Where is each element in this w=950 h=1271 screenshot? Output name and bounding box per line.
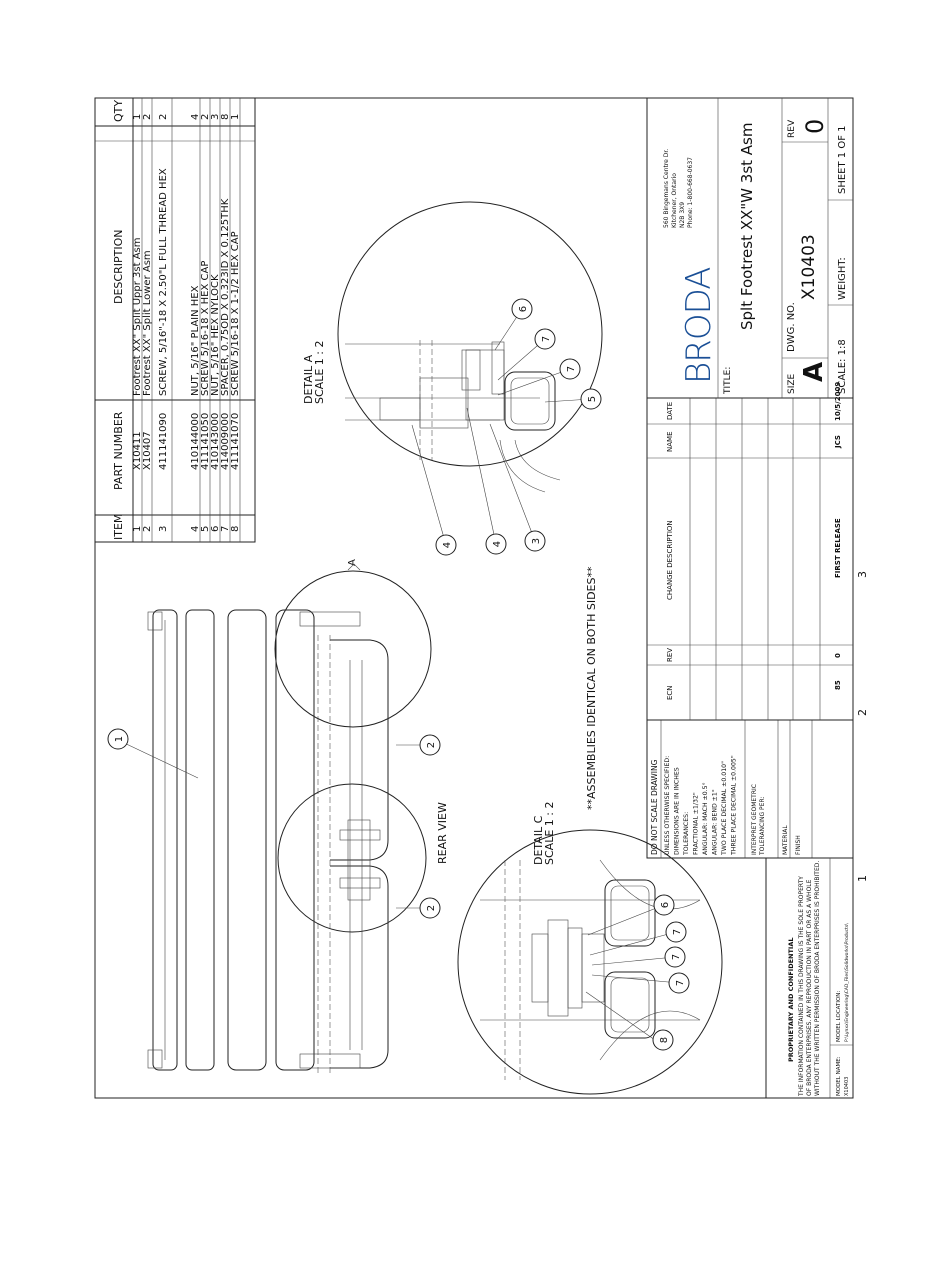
tolerance-line-8: THREE PLACE DECIMAL ±0.005" (730, 755, 738, 855)
bom-row-7-qty: 8 (220, 113, 231, 120)
bom-row-4-part: 410144000 (190, 412, 201, 470)
callout-1-label: 1 (114, 735, 125, 743)
bom-row-5-qty: 2 (200, 113, 211, 120)
rear-view-label: REAR VIEW (436, 802, 449, 864)
bom-row-3-item: 3 (158, 525, 169, 532)
detail-a-scale: SCALE 1 : 2 (313, 340, 326, 404)
sheet-value: SHEET 1 OF 1 (837, 125, 848, 194)
bom-row-1-item: 1 (132, 525, 143, 532)
model-location-label: MODEL LOCATION: (836, 990, 842, 1042)
bom-row-2-part: X10407 (142, 431, 153, 470)
bom-header-desc: DESCRIPTION (112, 229, 125, 304)
detail-a-callout-6-label: 3 (531, 537, 542, 545)
bom-row-7-part: 414009000 (220, 412, 231, 470)
tolerance-line-6: ANGULAR: BEND ±1° (711, 789, 719, 855)
title-label: TITLE: (723, 366, 733, 394)
interpret-1: INTERPRET GEOMETRIC (751, 784, 758, 855)
bom-row-8-desc: SCREW 5/16-18 X 1-1/2 HEX CAP (230, 231, 241, 396)
rev-header-ecn: ECN (666, 685, 674, 700)
detail-c-callout-4-label: 8 (659, 1036, 670, 1044)
detail-c-callout-2-label: 7 (671, 953, 682, 961)
weight-label: WEIGHT: (837, 257, 848, 300)
bom-row-1-part: X10411 (132, 431, 143, 470)
rev-date: 10/5/2009 (834, 381, 842, 421)
detail-a-callout-1-label: 7 (541, 335, 552, 343)
rev-name: JCS (834, 435, 842, 448)
detail-a-callout-4-label: 4 (442, 541, 453, 549)
bom-row-2-qty: 2 (142, 113, 153, 120)
rear-view (108, 559, 556, 1075)
bom-row-7-item: 7 (220, 525, 231, 532)
bom-row-4-desc: NUT, 5/16" PLAIN HEX (190, 285, 201, 396)
detail-c-scale: SCALE 1 : 2 (543, 801, 556, 865)
tolerance-line-2: DIMENSIONS ARE IN INCHES (673, 767, 681, 855)
tolerance-line-7: TWO PLACE DECIMAL ±0.010" (721, 761, 728, 855)
tolerance-line-1: UNLESS OTHERWISE SPECIFIED: (664, 755, 671, 855)
rev-header-date: DATE (666, 401, 674, 420)
proprietary-line-1: THE INFORMATION CONTAINED IN THIS DRAWING IS THE SOLE PROPERTY (798, 876, 805, 1096)
bom-row-6-item: 6 (210, 525, 221, 532)
scale-value: SCALE: 1:8 (837, 339, 848, 394)
broda-logo: BRODA (679, 267, 719, 384)
address-1: 560 Bingemans Centre Dr. (663, 148, 670, 228)
bom-row-4-item: 4 (190, 525, 201, 532)
zone-2: 2 (856, 709, 869, 716)
detail-c-callout-0-label: 6 (660, 901, 671, 909)
bom-row-2-item: 2 (142, 525, 153, 532)
rev-header-rev: REV (666, 647, 674, 662)
bom-row-3-desc: SCREW, 5/16"-18 X 2.50"L FULL THREAD HEX (158, 168, 169, 396)
proprietary-line-2: OF BRODA ENTERPRISES. ANY REPRODUCTION IN PART OR AS A WHOLE (806, 879, 813, 1096)
detail-a-marker: A (347, 559, 358, 566)
bom-table (95, 98, 255, 542)
bom-rows (132, 114, 241, 532)
proprietary-title: PROPRIETARY AND CONFIDENTIAL (787, 937, 795, 1062)
bom-row-8-part: 411141070 (230, 412, 241, 470)
detail-a-callout-3-label: 5 (587, 395, 598, 403)
detail-a-view (302, 202, 602, 555)
detail-c-view (458, 830, 722, 1094)
tolerance-line-3: TOLERANCES: (683, 811, 690, 855)
zone-1: 1 (856, 875, 869, 882)
bom-row-8-item: 8 (230, 525, 241, 532)
bom-row-7-desc: SPACER, 0.75OD X 0.323ID X 0.125THK (220, 198, 231, 396)
address-4: Phone: 1-800-668-0637 (687, 156, 694, 228)
detail-c-boundary (278, 784, 426, 932)
rev-change: FIRST RELEASE (834, 518, 842, 578)
rev-label: REV (787, 119, 797, 138)
detail-c-callout-1-label: 7 (672, 928, 683, 936)
detail-a-boundary (275, 571, 431, 727)
bom-row-2-desc: Footrest XX" Split Lower Asm (142, 250, 153, 396)
tolerance-line-4: FRACTIONAL ±1/32" (692, 792, 700, 855)
model-name-label: MODEL NAME: (836, 1056, 842, 1096)
detail-a-title: DETAIL A (302, 354, 315, 404)
tolerance-line-5: ANGULAR: MACH ±0.5° (702, 782, 709, 855)
bom-row-3-part: 411141090 (158, 412, 169, 470)
bom-row-3-qty: 2 (158, 113, 169, 120)
detail-a-callout-2-label: 7 (566, 365, 577, 373)
address-3: N2B 3X9 (679, 201, 686, 228)
rev-header-change: CHANGE DESCRIPTION (666, 520, 674, 600)
zone-labels (856, 571, 869, 882)
do-not-scale: DO NOT SCALE DRAWING (650, 759, 659, 855)
proprietary-block (766, 858, 853, 1098)
bom-row-5-item: 5 (200, 525, 211, 532)
bom-row-6-desc: NUT, 5/16" HEX NYLOCK (210, 274, 221, 396)
drawing-title: Splt Footrest XX"W 3st Asm (738, 122, 756, 330)
callout-2a-label: 2 (426, 741, 437, 749)
size-value: A (799, 361, 829, 382)
detail-c-callout-3-label: 7 (675, 979, 686, 987)
bom-row-5-part: 411141050 (200, 412, 211, 470)
bom-row-8-qty: 1 (230, 113, 241, 120)
note-identical-sides: **ASSEMBLIES IDENTICAL ON BOTH SIDES** (585, 566, 598, 810)
address-2: Kitchener, Ontario (671, 173, 678, 228)
model-location: P:\Lynxx\Engineering\CAD_Files\Solidworks\Products\ (845, 923, 850, 1042)
bom-row-5-desc: SCREW 5/16-18 X HEX CAP (200, 260, 211, 396)
callout-2b-label: 2 (426, 904, 437, 912)
material-label: MATERIAL (782, 825, 789, 855)
bom-row-1-qty: 1 (132, 113, 143, 120)
bom-header-qty: QTY (112, 99, 125, 122)
bom-row-6-part: 410143000 (210, 412, 221, 470)
bom-header-part: PART NUMBER (112, 411, 125, 490)
revision-table (647, 382, 853, 720)
interpret-2: TOLERANCING PER: (759, 796, 766, 855)
rev-value: 0 (801, 118, 829, 134)
bom-row-1-desc: Footrest XX" Split Uppr 3st Asm (132, 237, 143, 396)
finish-label: FINISH (795, 835, 802, 855)
rev-header-name: NAME (666, 431, 674, 452)
dwg-no-label: DWG. NO. (786, 302, 797, 352)
size-label: SIZE (787, 373, 797, 394)
tolerance-block (647, 720, 853, 858)
model-name: X10403 (844, 1076, 850, 1096)
detail-c-title: DETAIL C (532, 815, 545, 865)
bom-row-4-qty: 4 (190, 113, 201, 120)
bom-header-item: ITEM (112, 513, 125, 540)
detail-a-callout-0-label: 6 (518, 305, 529, 313)
bom-row-6-qty: 3 (210, 113, 221, 120)
proprietary-line-3: WITHOUT THE WRITTEN PERMISSION OF BRODA ENTERPRISES IS PROHIBITED. (814, 860, 821, 1096)
detail-a-callout-5-label: 4 (492, 540, 503, 548)
rev-ecn: 85 (834, 680, 842, 690)
title-block (647, 98, 853, 398)
rev-rev: 0 (834, 653, 842, 658)
dwg-no: X10403 (799, 234, 819, 300)
zone-3: 3 (856, 571, 869, 578)
